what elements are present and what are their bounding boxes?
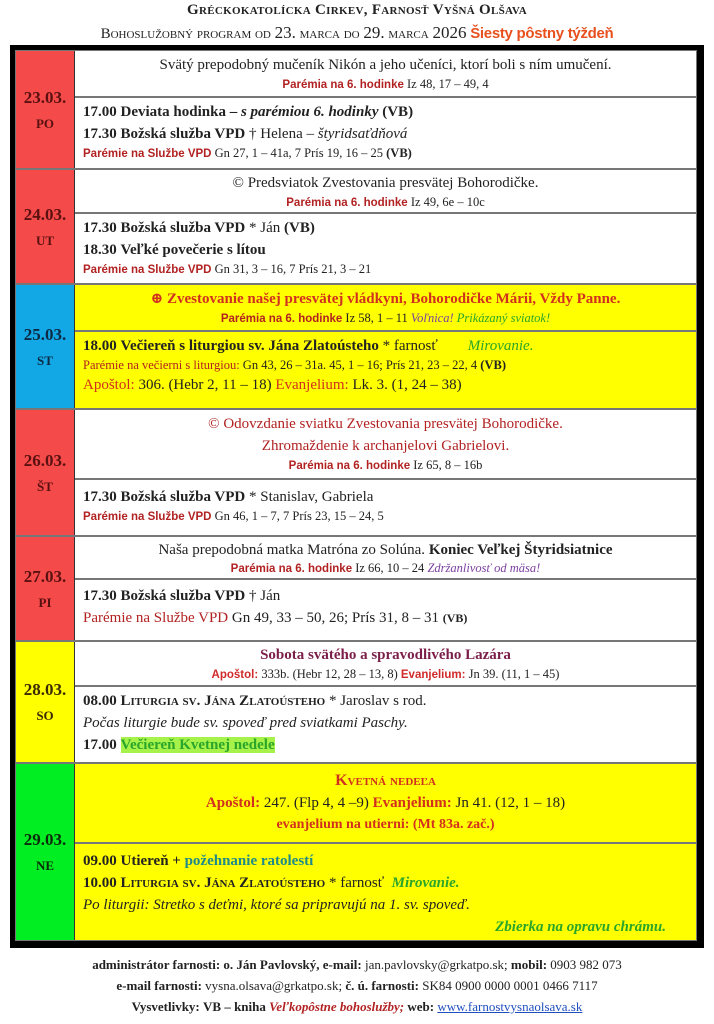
apostol-ref: 247. (Flp 4, 4 –9) (263, 795, 369, 811)
service-suffix: (VB) (382, 104, 414, 120)
service-item (83, 217, 696, 239)
utiern-reading: evanjelium na utierni: (Mt 83a. zač.) (276, 817, 495, 832)
readings (83, 357, 696, 374)
readings (83, 145, 696, 163)
feast-reading (75, 310, 696, 328)
day-of-week: ST (37, 352, 53, 368)
service-item (83, 850, 696, 872)
service-item (83, 239, 696, 261)
service-time: 17.30 (83, 489, 117, 505)
service-time: 10.00 (83, 875, 117, 891)
day-content (75, 170, 696, 283)
services-block (75, 332, 696, 408)
day-content (75, 285, 696, 408)
collection-note: Zbierka na opravu chrámu. (495, 919, 666, 935)
reading-suffix: (VB) (480, 358, 506, 372)
service-item (83, 585, 696, 607)
day-row-wednesday (16, 285, 696, 408)
service-name: Utiereň + (120, 853, 181, 869)
day-row-saturday (16, 642, 696, 762)
reading-ref: Gn 49, 33 – 50, 26; Prís 31, 8 – 31 (231, 610, 439, 626)
mirovanie-note: Mirovanie. (391, 875, 460, 891)
feast-block (75, 642, 696, 687)
account-number: SK84 0900 0000 0001 0466 7117 (422, 978, 598, 993)
date-cell (16, 285, 75, 408)
date: 23.03. (23, 87, 67, 107)
readings (83, 261, 696, 279)
footer-admin-line (0, 954, 714, 975)
reading-label: Parémia na 6. hodinke (230, 563, 353, 575)
date: 24.03. (23, 204, 67, 224)
admin-name: o. Ján Pavlovský, (223, 957, 320, 972)
date-cell (16, 537, 75, 640)
feast-bold: Koniec Veľkej Štyridsiatnice (428, 542, 613, 558)
feast-title (75, 413, 696, 435)
reading-label: Parémia na 6. hodinke (220, 313, 343, 325)
admin-email[interactable]: jan.pavlovsky@grkatpo.sk; (364, 957, 508, 972)
services-block (75, 844, 696, 940)
mobile-number: 0903 982 073 (550, 957, 622, 972)
reading-ref: Iz 66, 10 – 24 (355, 561, 425, 575)
service-note: s parémiou 6. hodinky (240, 104, 379, 120)
reading-label: Parémia na 6. hodinke (288, 460, 411, 472)
feast-title: Kvetná nedeľa (335, 772, 436, 789)
evanjelium-label: Evanjelium: (372, 795, 452, 811)
program-subtitle (0, 23, 714, 43)
evanjelium-label: Evanjelium: (275, 377, 349, 393)
year: 2026 (432, 23, 467, 42)
intention-note: štyridsaťdňová (317, 126, 408, 142)
day-content (75, 51, 696, 168)
readings (83, 607, 696, 629)
apostol-evanjelium (75, 792, 696, 814)
web-label: web: (407, 999, 435, 1014)
apostol-label: Apoštol: (211, 669, 259, 681)
apostol-evanjelium (83, 374, 696, 396)
reading-label: Parémia na 6. hodinke (286, 197, 408, 209)
admin-label: administrátor farnosti: (92, 957, 221, 972)
service-name: Božská služba VPD (120, 220, 246, 236)
account-label: č. ú. farnosti: (345, 978, 419, 993)
service-intention: * farnosť (328, 875, 385, 891)
reading-ref: Iz 49, 6e – 10c (410, 195, 485, 209)
service-name: Večiereň Kvetnej nedele (120, 737, 275, 753)
service-note: Po liturgii: Stretko s deťmi, ktoré sa pripravujú na 1. sv. spoveď. (83, 897, 470, 913)
service-intention: * Ján (249, 220, 281, 236)
day-of-week: PO (35, 115, 55, 131)
service-intention: * farnosť (382, 338, 438, 354)
service-intention: † Helena – (249, 126, 314, 142)
date-cell (16, 170, 75, 283)
feast-block (75, 537, 696, 580)
program-prefix: Bohoslužobný program od (100, 26, 271, 42)
reading-suffix: (VB) (442, 611, 468, 625)
month-from: marca do (299, 26, 360, 42)
day-row-friday (16, 537, 696, 640)
reading-suffix: (VB) (386, 146, 412, 160)
service-time: 18.30 (83, 242, 117, 258)
reading-label: Parémie na večierni s liturgiou: (83, 358, 240, 372)
apostol-label: Apoštol: (83, 377, 135, 393)
date-cell (16, 642, 75, 762)
service-name: Božská služba VPD (120, 126, 246, 142)
reading-label: Parémia na 6. hodinke (282, 79, 404, 91)
apostol-ref: 333b. (Hebr 12, 28 – 13, 8) (261, 667, 398, 681)
day-content (75, 764, 696, 940)
service-time: 18.00 (83, 338, 117, 354)
feast-title (75, 288, 696, 310)
services-block (75, 98, 696, 168)
feast-title: Sobota svätého a spravodlivého Lazára (260, 647, 511, 663)
day-of-week: UT (35, 232, 55, 248)
day-content (75, 410, 696, 535)
reading-ref: Gn 27, 1 – 41a, 7 Prís 19, 16 – 25 (214, 146, 383, 160)
services-block (75, 687, 696, 762)
day-row-monday (16, 51, 696, 168)
day-row-sunday (16, 764, 696, 940)
service-time: 17.00 (83, 737, 117, 753)
service-item (83, 486, 696, 508)
web-link[interactable]: www.farnostvysnaolsava.sk (437, 999, 583, 1014)
feast-text: Naša prepodobná matka Matróna zo Solúna. (158, 542, 426, 558)
feast-reading (75, 457, 696, 475)
fast-note: Voľnica! (410, 311, 454, 325)
footer-legend-line (0, 996, 714, 1017)
feast-text: Odovzdanie sviatku Zvestovania presvätej Bohorodičke. (223, 416, 563, 432)
day-content (75, 537, 696, 640)
service-name: Večiereň s liturgiou sv. Jána Zlatoústeho (120, 338, 379, 354)
day-row-thursday (16, 410, 696, 535)
service-intention: † Ján (249, 588, 281, 604)
reading-label: Parémie na Službe VPD (83, 264, 212, 276)
reading-label: Parémie na Službe VPD (83, 148, 212, 160)
service-item (83, 872, 696, 894)
service-name: Božská služba VPD (120, 489, 246, 505)
week-name: Šiesty pôstny týždeň (470, 25, 614, 42)
evanjelium-label: Evanjelium: (400, 669, 466, 681)
day-content (75, 642, 696, 762)
feast-reading (75, 666, 696, 684)
parish-email-label: e-mail farnosti: (116, 978, 202, 993)
feast-reading (75, 561, 696, 576)
service-item (83, 335, 696, 357)
day-of-week: SO (36, 708, 54, 723)
legend-label: Vysvetlivky: (131, 999, 200, 1014)
feast-title: Svätý prepodobný mučeník Nikón a jeho učeníci, ktorí boli s ním umučení. (159, 57, 612, 73)
reading-ref: Gn 46, 1 – 7, 7 Prís 23, 15 – 24, 5 (214, 509, 384, 523)
evanjelium-ref: Jn 39. (11, 1 – 45) (468, 667, 560, 681)
readings (83, 508, 696, 526)
legend-book: Veľkopôstne bohoslužby; (269, 999, 405, 1014)
feast-title (75, 539, 696, 561)
feast-icon: ⊕ (150, 291, 164, 307)
footer (0, 954, 714, 1017)
service-time: 09.00 (83, 853, 117, 869)
service-intention: * Stanislav, Gabriela (249, 489, 374, 505)
feast-icon: © (232, 175, 244, 191)
date-cell (16, 51, 75, 168)
date-cell (16, 410, 75, 535)
reading-ref: Iz 65, 8 – 16b (413, 458, 483, 472)
page-title: Gréckokatolícka Cirkev, Farnosť Vyšná Olšava (187, 2, 527, 18)
feast-block (75, 170, 696, 214)
footer-parish-line (0, 975, 714, 996)
reading-label: Parémie na Službe VPD (83, 511, 212, 523)
mobile-label: mobil: (510, 957, 548, 972)
date-cell (16, 764, 75, 940)
reading-ref: Gn 43, 26 – 31a. 45, 1 – 16; Prís 21, 23 – 22, 4 (242, 358, 478, 372)
schedule-frame (10, 45, 704, 948)
service-time: 17.30 (83, 220, 117, 236)
service-note: Počas liturgie bude sv. spoveď pred sviatkami Paschy. (83, 715, 408, 731)
evanjelium-ref: Jn 41. (12, 1 – 18) (455, 795, 566, 811)
reading-ref: Gn 31, 3 – 16, 7 Prís 21, 3 – 21 (214, 262, 372, 276)
service-name: Liturgia sv. Jána Zlatoústeho (120, 693, 326, 709)
parish-email[interactable]: vysna.olsava@grkatpo.sk; (205, 978, 343, 993)
day-of-week: PI (38, 594, 52, 610)
date: 27.03. (23, 566, 67, 586)
apostol-label: Apoštol: (205, 795, 261, 811)
feast-icon: © (208, 416, 220, 432)
service-suffix: (VB) (284, 220, 315, 236)
feast-reading (75, 194, 696, 212)
day-row-tuesday (16, 170, 696, 283)
service-intention: * Jaroslav s rod. (328, 693, 427, 709)
feast-block (75, 285, 696, 332)
email-label: e-mail: (322, 957, 362, 972)
feast-text: Predsviatok Zvestovania presvätej Bohorodičke. (247, 175, 539, 191)
services-block (75, 480, 696, 535)
schedule-table (15, 50, 697, 941)
feast-title (75, 172, 696, 194)
feast-text: Zvestovanie našej presvätej vládkyni, Bohorodičke Márii, Vždy Panne. (166, 291, 621, 307)
service-name: Deviata hodinka – (120, 104, 238, 120)
date: 25.03. (23, 324, 67, 344)
reading-ref: Iz 58, 1 – 11 (345, 311, 408, 325)
holy-day-note: Prikázaný sviatok! (456, 311, 551, 325)
feast-block (75, 764, 696, 844)
reading-ref: Iz 48, 17 – 49, 4 (406, 77, 489, 91)
reading-label: Parémie na Službe VPD (83, 610, 229, 626)
services-block (75, 580, 696, 640)
fast-note: Zdržanlivosť od mäsa! (427, 561, 541, 575)
service-time: 17.30 (83, 126, 117, 142)
service-name: Liturgia sv. Jána Zlatoústeho (120, 875, 326, 891)
service-name: Božská služba VPD (120, 588, 246, 604)
service-item (83, 734, 696, 756)
date: 26.03. (23, 450, 67, 470)
feast-reading (75, 76, 696, 94)
services-block (75, 214, 696, 283)
day-of-week: NE (35, 858, 55, 873)
service-item (83, 123, 696, 145)
feast-block (75, 51, 696, 98)
service-time: 08.00 (83, 693, 117, 709)
legend-text: VB – kniha (203, 999, 266, 1014)
mirovanie-note: Mirovanie. (467, 338, 534, 354)
date-from: 23. (274, 23, 296, 42)
date: 29.03. (23, 830, 67, 849)
feast-subtitle: Zhromaždenie k archanjelovi Gabrielovi. (261, 438, 510, 454)
service-item (83, 101, 696, 123)
day-of-week: ŠT (37, 478, 53, 494)
service-time: 17.30 (83, 588, 117, 604)
service-name: Veľké povečerie s lítou (120, 242, 266, 258)
month-to: marca (388, 26, 429, 42)
date: 28.03. (23, 680, 67, 699)
apostol-ref: 306. (Hebr 2, 11 – 18) (138, 377, 272, 393)
service-item (83, 690, 696, 712)
evanjelium-ref: Lk. 3. (1, 24 – 38) (352, 377, 462, 393)
feast-block (75, 410, 696, 480)
date-to: 29. (363, 23, 385, 42)
service-time: 17.00 (83, 104, 117, 120)
blessing-note: požehnanie ratolestí (184, 853, 314, 869)
